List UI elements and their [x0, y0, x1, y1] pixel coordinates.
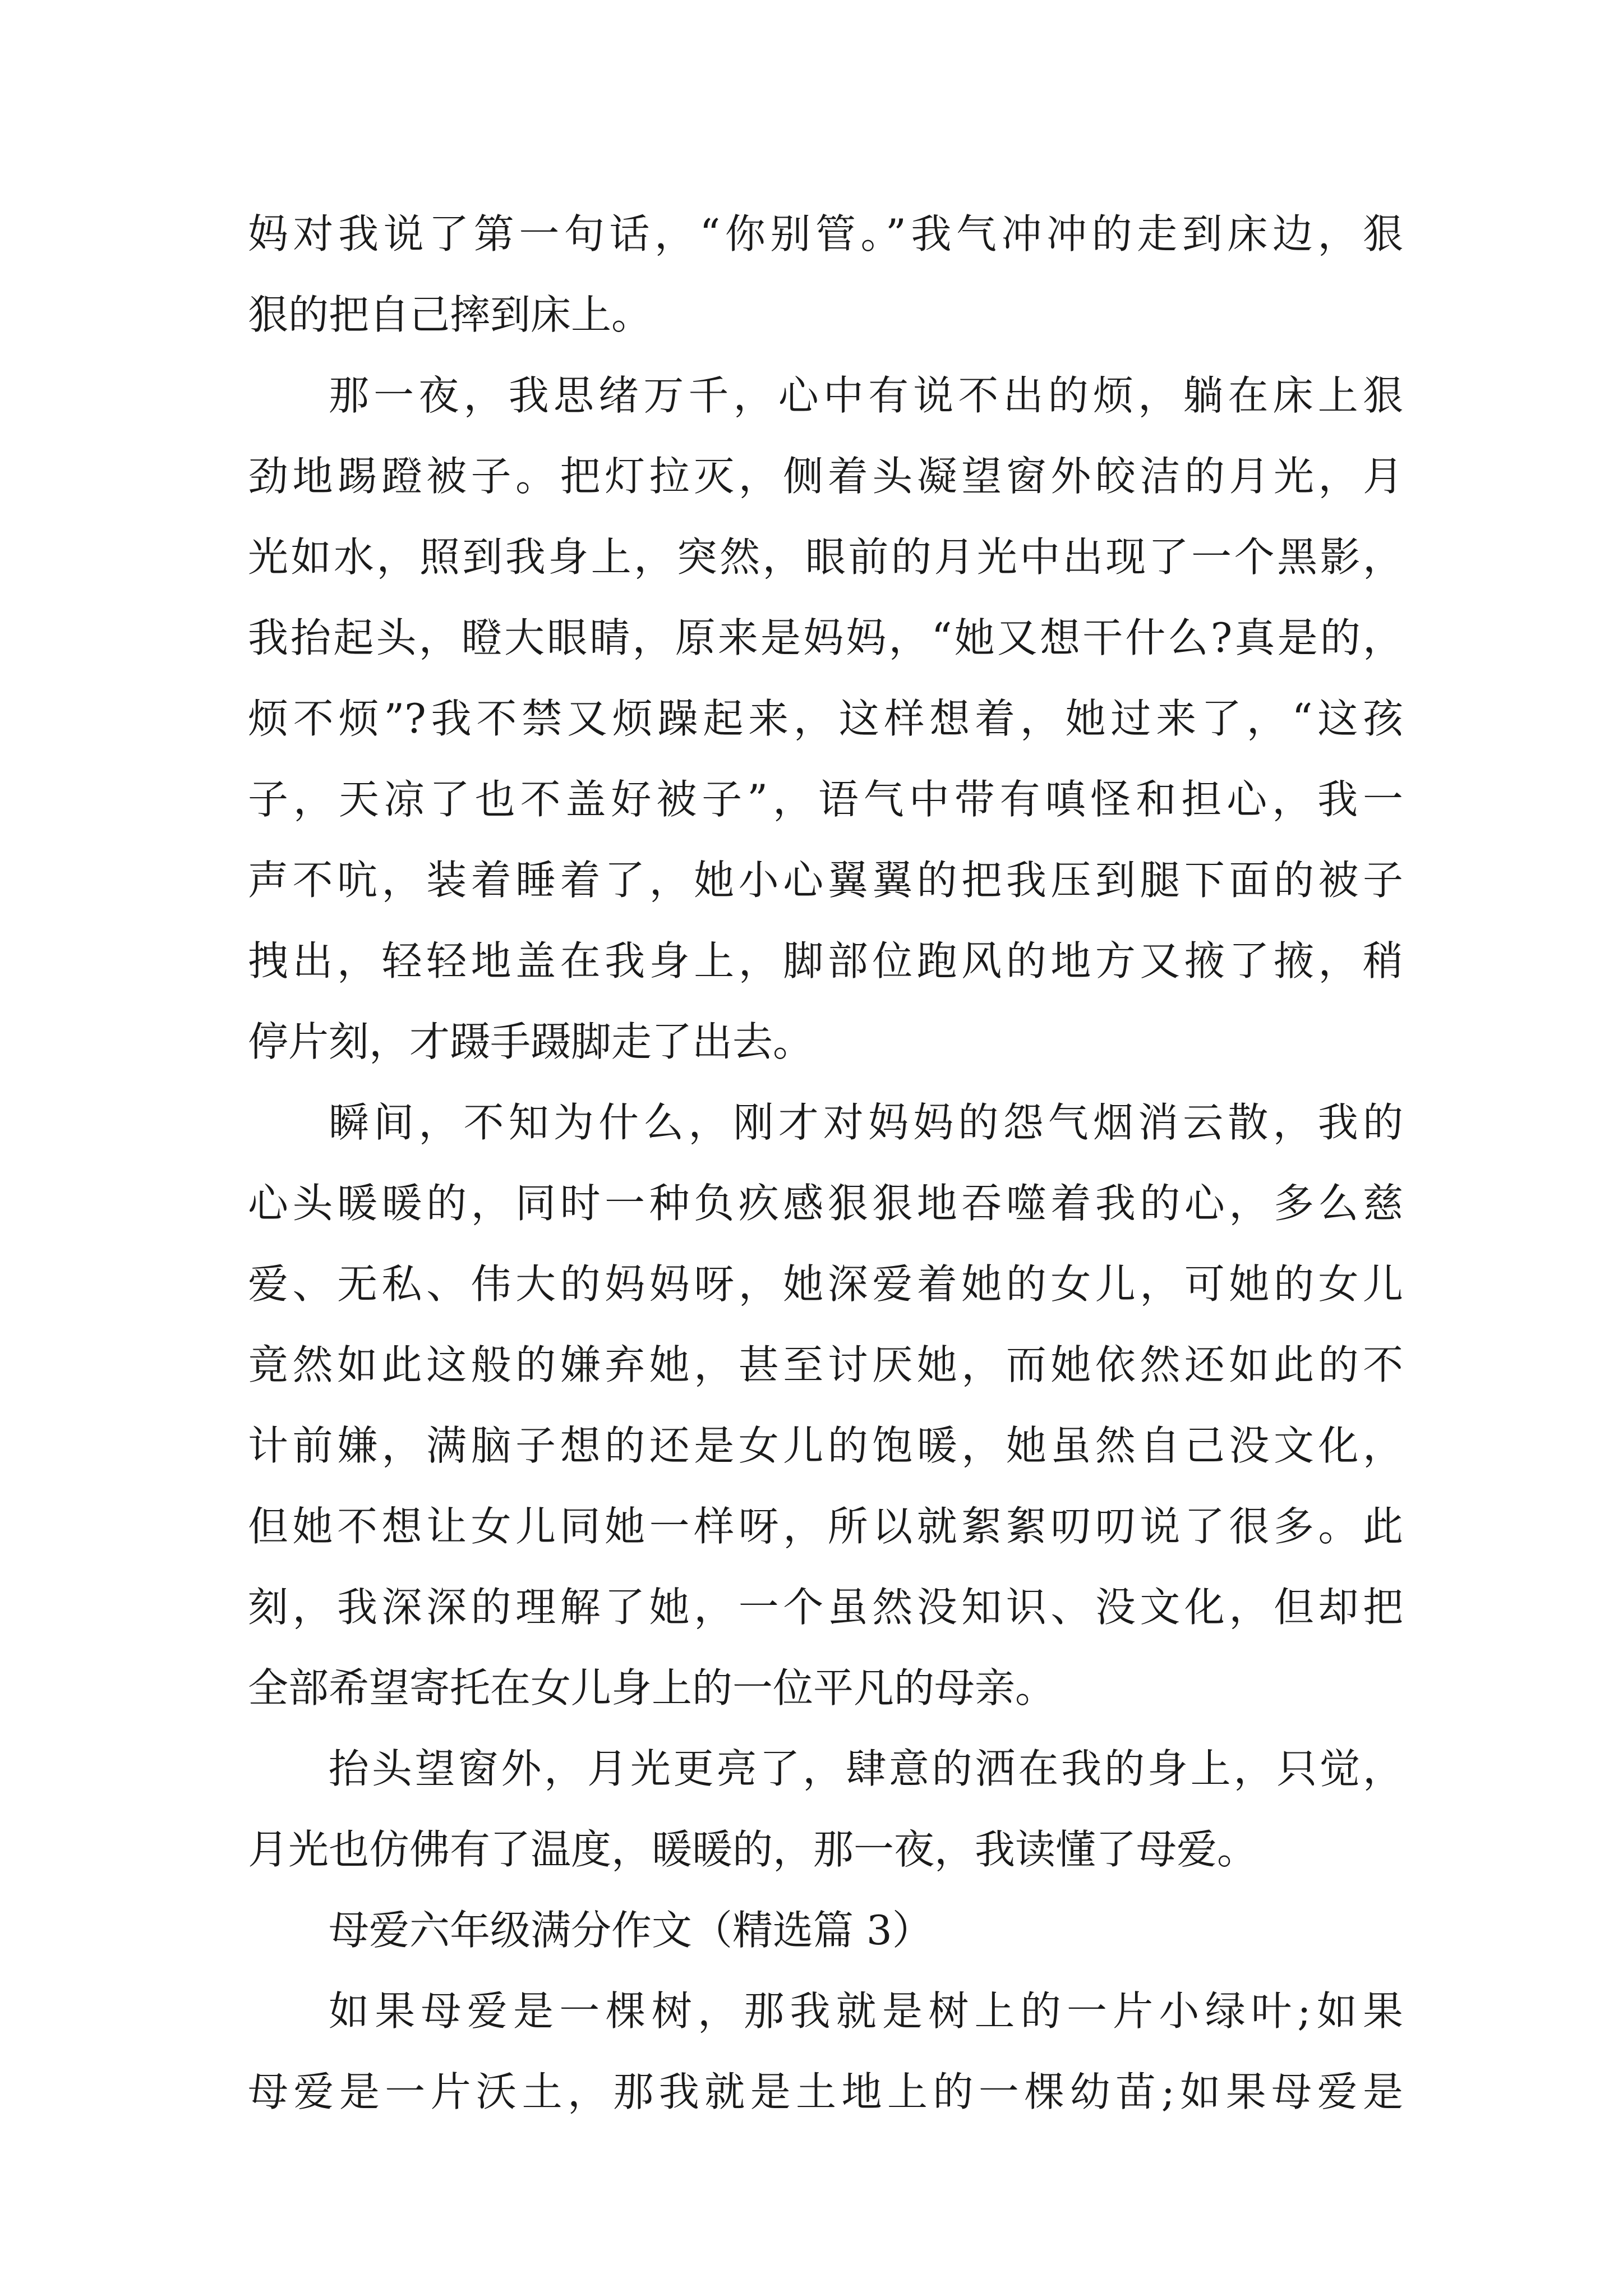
text-line: 心头暖暖的，同时一种负疚感狠狠地吞噬着我的心，多么慈: [248, 1180, 1403, 1227]
text-line: 全部希望寄托在女儿身上的一位平凡的母亲。: [248, 1664, 1056, 1711]
document-body: [248, 194, 1403, 2132]
text-line: 母爱是一片沃土，那我就是土地上的一棵幼苗;如果母爱是: [248, 2068, 1403, 2115]
paragraph-4: [248, 1728, 1403, 1890]
text-line: 如果母爱是一棵树，那我就是树上的一片小绿叶;如果: [329, 1987, 1403, 2035]
section-heading: 母爱六年级满分作文（精选篇 3）: [329, 1907, 933, 1954]
text-line: 抬头望窗外，月光更亮了，肆意的洒在我的身上，只觉，: [329, 1745, 1403, 1792]
text-line: 计前嫌，满脑子想的还是女儿的饱暖，她虽然自己没文化，: [248, 1422, 1403, 1469]
text-line: 停片刻，才蹑手蹑脚走了出去。: [248, 1018, 814, 1065]
text-line: 月光也仿佛有了温度，暖暖的，那一夜，我读懂了母爱。: [248, 1826, 1258, 1873]
paragraph-2: [248, 355, 1403, 1082]
text-line: 竟然如此这般的嫌弃她，甚至讨厌她，而她依然还如此的不: [248, 1341, 1403, 1388]
text-line: 我抬起头，瞪大眼睛，原来是妈妈，“她又想干什么?真是的，: [248, 614, 1403, 661]
text-line: 爱、无私、伟大的妈妈呀，她深爱着她的女儿，可她的女儿: [248, 1260, 1403, 1308]
text-line: 劲地踢蹬被子。把灯拉灭，侧着头凝望窗外皎洁的月光，月: [248, 453, 1403, 500]
text-line: 光如水，照到我身上，突然，眼前的月光中出现了一个黑影，: [248, 533, 1403, 581]
paragraph-1: [248, 194, 1403, 355]
text-line: 声不吭，装着睡着了，她小心翼翼的把我压到腿下面的被子: [248, 857, 1403, 904]
text-line: 妈对我说了第一句话，“你别管。”我气冲冲的走到床边，狠: [248, 210, 1403, 257]
text-line: 但她不想让女儿同她一样呀，所以就絮絮叨叨说了很多。此: [248, 1503, 1403, 1550]
text-line: 烦不烦”?我不禁又烦躁起来，这样想着，她过来了，“这孩: [248, 695, 1403, 742]
paragraph-3: [248, 1082, 1403, 1728]
text-line: 瞬间，不知为什么，刚才对妈妈的怨气烟消云散，我的: [329, 1099, 1403, 1146]
text-line: 狠的把自己摔到床上。: [248, 291, 652, 338]
text-line: 子，天凉了也不盖好被子”，语气中带有嗔怪和担心，我一: [248, 776, 1403, 823]
text-line: 那一夜，我思绪万千，心中有说不出的烦，躺在床上狠: [329, 372, 1403, 419]
paragraph-5: [248, 1971, 1403, 2132]
text-line: 刻，我深深的理解了她，一个虽然没知识、没文化，但却把: [248, 1584, 1403, 1631]
text-line: 拽出，轻轻地盖在我身上，脚部位跑风的地方又掖了掖，稍: [248, 937, 1403, 984]
